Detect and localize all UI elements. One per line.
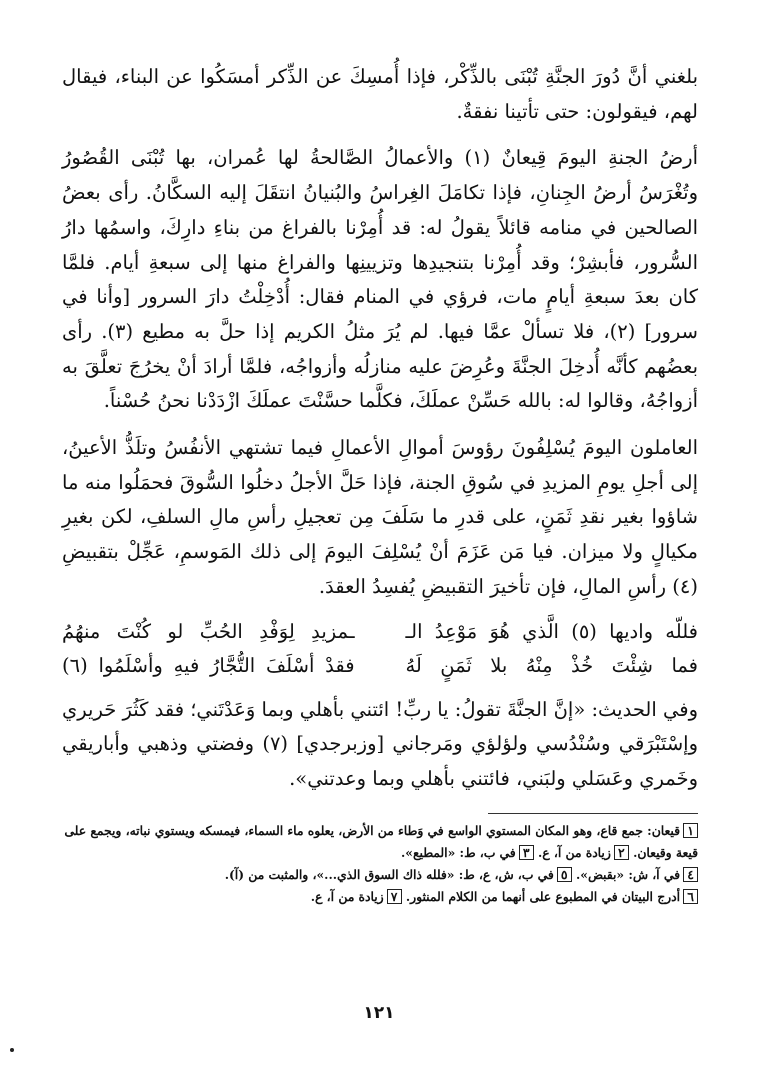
poem-verse-1 bbox=[62, 615, 698, 649]
footnote-divider bbox=[488, 813, 698, 814]
footnote-text: قيعان: جمع قاع، وهو المكان المستوي الواسع في وَطاء من الأرض، يعلوه ماء السماء، فيمسكه ويستوي نباته، ويجمع على قيعة وقيعان. bbox=[64, 822, 698, 860]
paragraph-3: العاملون اليومَ يُسْلِفُونَ رؤوسَ أموالِ الأعمالِ فيما تشتهي الأنفُسُ وتلَذُّ الأعينُ، إلى أجلِ يومِ المزيدِ في سُوقِ الجنة، فإذا حَلَّ الأجلُ دخلُوا السُّوقَ فحمَلُوا منه ما شاؤوا بغير نقدِ ثَمَنٍ، على قدرِ ما سَلَفَ مِن تعجيلِ رأسِ مالِ السلفِ، لكن بغيرِ مكيالٍ ولا ميزان. فيا مَن عَزَمَ أنْ يُسْلِفَ اليومَ إلى ذلك المَوسمِ، عَجِّلْ بتقبيضِ (٤) رأسِ المالِ، فإن تأخيرَ التقبيضِ يُفسِدُ العقدَ. bbox=[62, 436, 698, 598]
footnote-number: ٣ bbox=[519, 845, 534, 860]
footnote-text: في ب، ط: «المطيع». bbox=[400, 844, 516, 860]
footnote-text: في آ، ش: «بقبض». bbox=[576, 866, 680, 882]
footnote-line bbox=[62, 886, 698, 908]
footnote-text: زيادة من آ، ع. bbox=[537, 844, 611, 860]
footnote-number: ٢ bbox=[614, 845, 629, 860]
paragraph-1: بلغني أنَّ دُورَ الجنَّةِ تُبْنَى بالذِّكْر، فإذا أُمسِكَ عن الذِّكر أمسَكُوا عن البناء، فيقال لهم، فيقولون: حتى تأتينا نفقةٌ. bbox=[62, 65, 698, 123]
poem-hemistich: ـمزيدِ لِوَفْدِ الحُبِّ لو كُنْتَ منهُمُ bbox=[62, 619, 355, 643]
margin-dot bbox=[10, 1048, 14, 1052]
page-body bbox=[62, 60, 698, 908]
poem bbox=[62, 615, 698, 683]
footnote-number: ١ bbox=[683, 823, 698, 838]
footnote-number: ٥ bbox=[557, 867, 572, 882]
footnotes bbox=[62, 820, 698, 908]
footnote-text: زيادة من آ، ع. bbox=[310, 888, 384, 904]
footnote-text: في ب، ش، ع، ط: «فلله ذاك السوق الذي...»، والمثبت من (آ). bbox=[224, 866, 554, 882]
poem-hemistich: فما شِئْتَ خُذْ مِنْهُ بلا ثَمَنٍ لَهُ bbox=[405, 653, 698, 677]
footnote-line bbox=[62, 864, 698, 886]
footnote-number: ٦ bbox=[683, 889, 698, 904]
page-number: ١٢١ bbox=[363, 1003, 395, 1023]
poem-hemistich: فقدْ أسْلَفَ التُّجَّارُ فيهِ وأسْلَمُوا (٦) bbox=[62, 653, 355, 677]
paragraph-hadith: وفي الحديث: «إنَّ الجنَّةَ تقولُ: يا ربِّ! ائتني بأهلي وبما وَعَدْتَني؛ فقد كَثُرَ حَريري وإسْتَبْرَقي وسُنْدُسي ولؤلؤي ومَرجاني [وزبرجدي] (٧) وفضتي وذهبي وأباريقي وخَمري وعَسَلي ولبَني، فائتني بأهلي وبما وعدتني». bbox=[62, 697, 698, 790]
footnote-number: ٧ bbox=[387, 889, 402, 904]
footnote-block-1 bbox=[62, 820, 698, 864]
footnote-text: أدرج البيتان في المطبوع على أنهما من الكلام المنثور. bbox=[405, 888, 680, 904]
poem-verse-2 bbox=[62, 649, 698, 683]
poem-hemistich: فللّه واديها (٥) الَّذي هُوَ مَوْعِدُ الـ bbox=[405, 619, 698, 643]
footnote-number: ٤ bbox=[683, 867, 698, 882]
paragraph-2: أرضُ الجنةِ اليومَ قِيعانٌ (١) والأعمالُ الصَّالحةُ لها عُمران، بها تُبْنَى القُصُورُ وتُغْرَسُ أرضُ الجِنانِ، فإذا تكامَلَ الغِراسُ والبُنيانُ انتقَلَ إليه السكَّانُ. رأى بعضُ الصالحين في منامه قائلاً يقولُ له: قد أُمِرْنا بالفراغ من بناءِ دارِكَ، واسمُها دارُ السُّرور، فأبشِرْ؛ وقد أُمِرْنا بتنجيدِها وتزيينِها والفراغ منها إلى سبعةِ أيام. فلمَّا كان بعدَ سبعةِ أيامٍ مات، فرؤي في المنام فقال: أُدْخِلْتُ دارَ السرور [وأنا في سرور] (٢)، فلا تسألْ عمَّا فيها. لم يُرَ مثلُ الكريم إذا حلَّ به مطيع (٣). رأى بعضُهم كأنَّه أُدخِلَ الجنَّةَ وعُرِضَ عليه منازلُه وأزواجُه، فلمَّا أرادَ أنْ يخرُجَ تعلَّقَ به أزواجُهُ، وقالوا له: بالله حَسِّنْ عملَكَ، فكلَّما حسَّنْتَ عملَكَ ازْدَدْنا نحنُ حُسْناً. bbox=[62, 146, 698, 413]
